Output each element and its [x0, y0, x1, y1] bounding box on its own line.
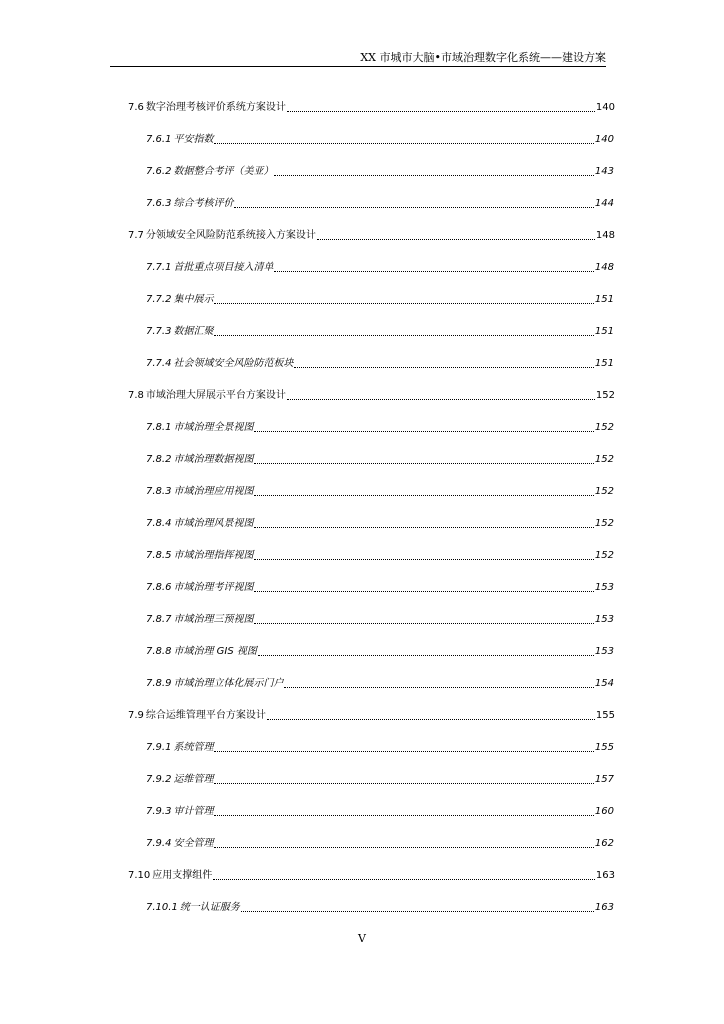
toc-entry-number: 7.7.4 [146, 358, 172, 369]
toc-entry-page: 153 [594, 582, 614, 593]
toc-entry[interactable] [146, 483, 614, 499]
toc-entry-page: 151 [594, 294, 614, 305]
toc-entry-page: 143 [594, 166, 614, 177]
toc-entry-page: 151 [594, 326, 614, 337]
toc-entry-page: 163 [595, 870, 615, 881]
toc-dot-leader [214, 335, 593, 336]
toc-dot-leader [214, 143, 593, 144]
toc-entry-title: 应用支撑组件 [152, 870, 213, 881]
toc-entry-number: 7.8 [128, 390, 144, 401]
toc-entry-title: 市域治理数据视图 [173, 454, 254, 465]
toc-dot-leader [287, 111, 595, 112]
toc-entry-number: 7.7.1 [146, 262, 172, 273]
toc-entry-page: 152 [595, 390, 615, 401]
toc-entry-number: 7.6.3 [146, 198, 172, 209]
toc-entry-title: 审计管理 [173, 806, 214, 817]
toc-dot-leader [254, 559, 593, 560]
toc-entry[interactable] [146, 451, 614, 467]
toc-dot-leader [317, 239, 595, 240]
toc-dot-leader [214, 303, 593, 304]
toc-entry[interactable] [146, 803, 614, 819]
toc-entry-title: 市域治理 GIS 视图 [173, 646, 257, 657]
toc-entry-number: 7.7.2 [146, 294, 172, 305]
toc-entry-number: 7.7 [128, 230, 144, 241]
toc-entry-page: 160 [594, 806, 614, 817]
toc-entry-number: 7.10 [128, 870, 151, 881]
toc-entry[interactable] [128, 99, 615, 115]
footer-page-number: V [358, 932, 366, 945]
toc-entry[interactable] [146, 547, 614, 563]
toc-entry-title: 集中展示 [173, 294, 214, 305]
toc-dot-leader [254, 495, 593, 496]
toc-entry-number: 7.8.7 [146, 614, 172, 625]
toc-entry-number: 7.7.3 [146, 326, 172, 337]
toc-entry-page: 140 [594, 134, 614, 145]
toc-entry-page: 140 [595, 102, 615, 113]
toc-entry-title: 首批重点项目接入清单 [173, 262, 274, 273]
toc-entry-title: 运维管理 [173, 774, 214, 785]
toc-entry-title: 市域治理风景视图 [173, 518, 254, 529]
toc-entry[interactable] [146, 419, 614, 435]
toc-entry-page: 151 [594, 358, 614, 369]
toc-dot-leader [287, 399, 595, 400]
toc-entry[interactable] [146, 291, 614, 307]
toc-entry[interactable] [146, 323, 614, 339]
toc-entry-number: 7.8.1 [146, 422, 172, 433]
toc-entry[interactable] [146, 131, 614, 147]
toc-entry-number: 7.8.6 [146, 582, 172, 593]
toc-entry[interactable] [146, 771, 614, 787]
toc-entry-number: 7.8.3 [146, 486, 172, 497]
toc-entry-number: 7.9.4 [146, 838, 172, 849]
toc-entry-title: 系统管理 [173, 742, 214, 753]
toc-dot-leader [254, 431, 593, 432]
toc-dot-leader [254, 463, 593, 464]
toc-entry-title: 市域治理考评视图 [173, 582, 254, 593]
toc-entry-page: 162 [594, 838, 614, 849]
toc-entry-number: 7.9.2 [146, 774, 172, 785]
toc-entry-page: 152 [594, 550, 614, 561]
toc-entry-page: 157 [594, 774, 614, 785]
toc-entry[interactable] [146, 163, 614, 179]
toc-dot-leader [254, 623, 593, 624]
toc-entry-page: 153 [594, 614, 614, 625]
toc-entry-title: 综合运维管理平台方案设计 [145, 710, 266, 721]
toc-entry-page: 155 [595, 710, 615, 721]
toc-entry-page: 152 [594, 486, 614, 497]
toc-entry-number: 7.8.8 [146, 646, 172, 657]
toc-dot-leader [234, 207, 593, 208]
toc-entry[interactable] [146, 835, 614, 851]
toc-entry-title: 数据汇聚 [173, 326, 214, 337]
toc-entry[interactable] [146, 899, 614, 915]
toc-entry-number: 7.8.9 [146, 678, 172, 689]
toc-entry-page: 148 [594, 262, 614, 273]
toc-entry-number: 7.9 [128, 710, 144, 721]
header-title: XX 市城市大脑•市域治理数字化系统——建设方案 [360, 51, 606, 64]
toc-entry-number: 7.6.2 [146, 166, 172, 177]
toc-entry-title: 市域治理大屏展示平台方案设计 [145, 390, 286, 401]
toc-entry[interactable] [146, 515, 614, 531]
toc-entry-title: 市域治理指挥视图 [173, 550, 254, 561]
toc-dot-leader [213, 879, 595, 880]
toc-entry-number: 7.6 [128, 102, 144, 113]
toc-entry-title: 市域治理全景视图 [173, 422, 254, 433]
toc-entry-page: 148 [595, 230, 615, 241]
toc-entry-page: 152 [594, 422, 614, 433]
toc-entry[interactable] [128, 867, 615, 883]
toc-entry-number: 7.8.4 [146, 518, 172, 529]
toc-entry-title: 平安指数 [173, 134, 214, 145]
toc-entry[interactable] [146, 355, 614, 371]
toc-entry[interactable] [128, 387, 615, 403]
toc-entry-title: 综合考核评价 [173, 198, 234, 209]
toc-dot-leader [254, 527, 593, 528]
toc-entry[interactable] [128, 707, 615, 723]
toc-entry[interactable] [146, 643, 614, 659]
toc-dot-leader [274, 175, 593, 176]
toc-entry-number: 7.9.3 [146, 806, 172, 817]
toc-entry-number: 7.6.1 [146, 134, 172, 145]
toc-entry-page: 163 [594, 902, 614, 913]
toc-entry-title: 社会领域安全风险防范板块 [173, 358, 294, 369]
toc-entry-title: 安全管理 [173, 838, 214, 849]
toc-entry-title: 统一认证服务 [179, 902, 240, 913]
toc-entry-title: 分领域安全风险防范系统接入方案设计 [145, 230, 316, 241]
toc-entry-number: 7.8.5 [146, 550, 172, 561]
toc-entry-title: 市域治理立体化展示门户 [173, 678, 284, 689]
toc-entry-page: 153 [594, 646, 614, 657]
toc-dot-leader [294, 367, 593, 368]
toc-dot-leader [274, 271, 593, 272]
toc-entry[interactable] [146, 739, 614, 755]
toc-entry-title: 市域治理应用视图 [173, 486, 254, 497]
toc-entry[interactable] [128, 227, 615, 243]
toc-entry-number: 7.10.1 [146, 902, 178, 913]
toc-dot-leader [258, 655, 594, 656]
toc-dot-leader [214, 815, 593, 816]
toc-entry[interactable] [146, 195, 614, 211]
toc-entry-title: 数据整合考评（美亚） [173, 166, 274, 177]
toc-dot-leader [254, 591, 593, 592]
toc-entry-page: 152 [594, 454, 614, 465]
toc-entry-page: 152 [594, 518, 614, 529]
toc-entry-title: 数字治理考核评价系统方案设计 [145, 102, 286, 113]
toc-entry-page: 144 [594, 198, 614, 209]
toc-entry-title: 市域治理三预视图 [173, 614, 254, 625]
toc-entry-number: 7.8.2 [146, 454, 172, 465]
toc-dot-leader [214, 847, 593, 848]
toc-entry[interactable] [146, 611, 614, 627]
toc-dot-leader [214, 783, 593, 784]
toc-dot-leader [284, 687, 593, 688]
toc-entry[interactable] [146, 579, 614, 595]
toc-entry-page: 154 [594, 678, 614, 689]
toc-entry-number: 7.9.1 [146, 742, 172, 753]
toc-dot-leader [241, 911, 594, 912]
toc-dot-leader [214, 751, 593, 752]
toc-dot-leader [267, 719, 595, 720]
toc-entry-page: 155 [594, 742, 614, 753]
toc-entry[interactable] [146, 259, 614, 275]
toc-entry[interactable] [146, 675, 614, 691]
